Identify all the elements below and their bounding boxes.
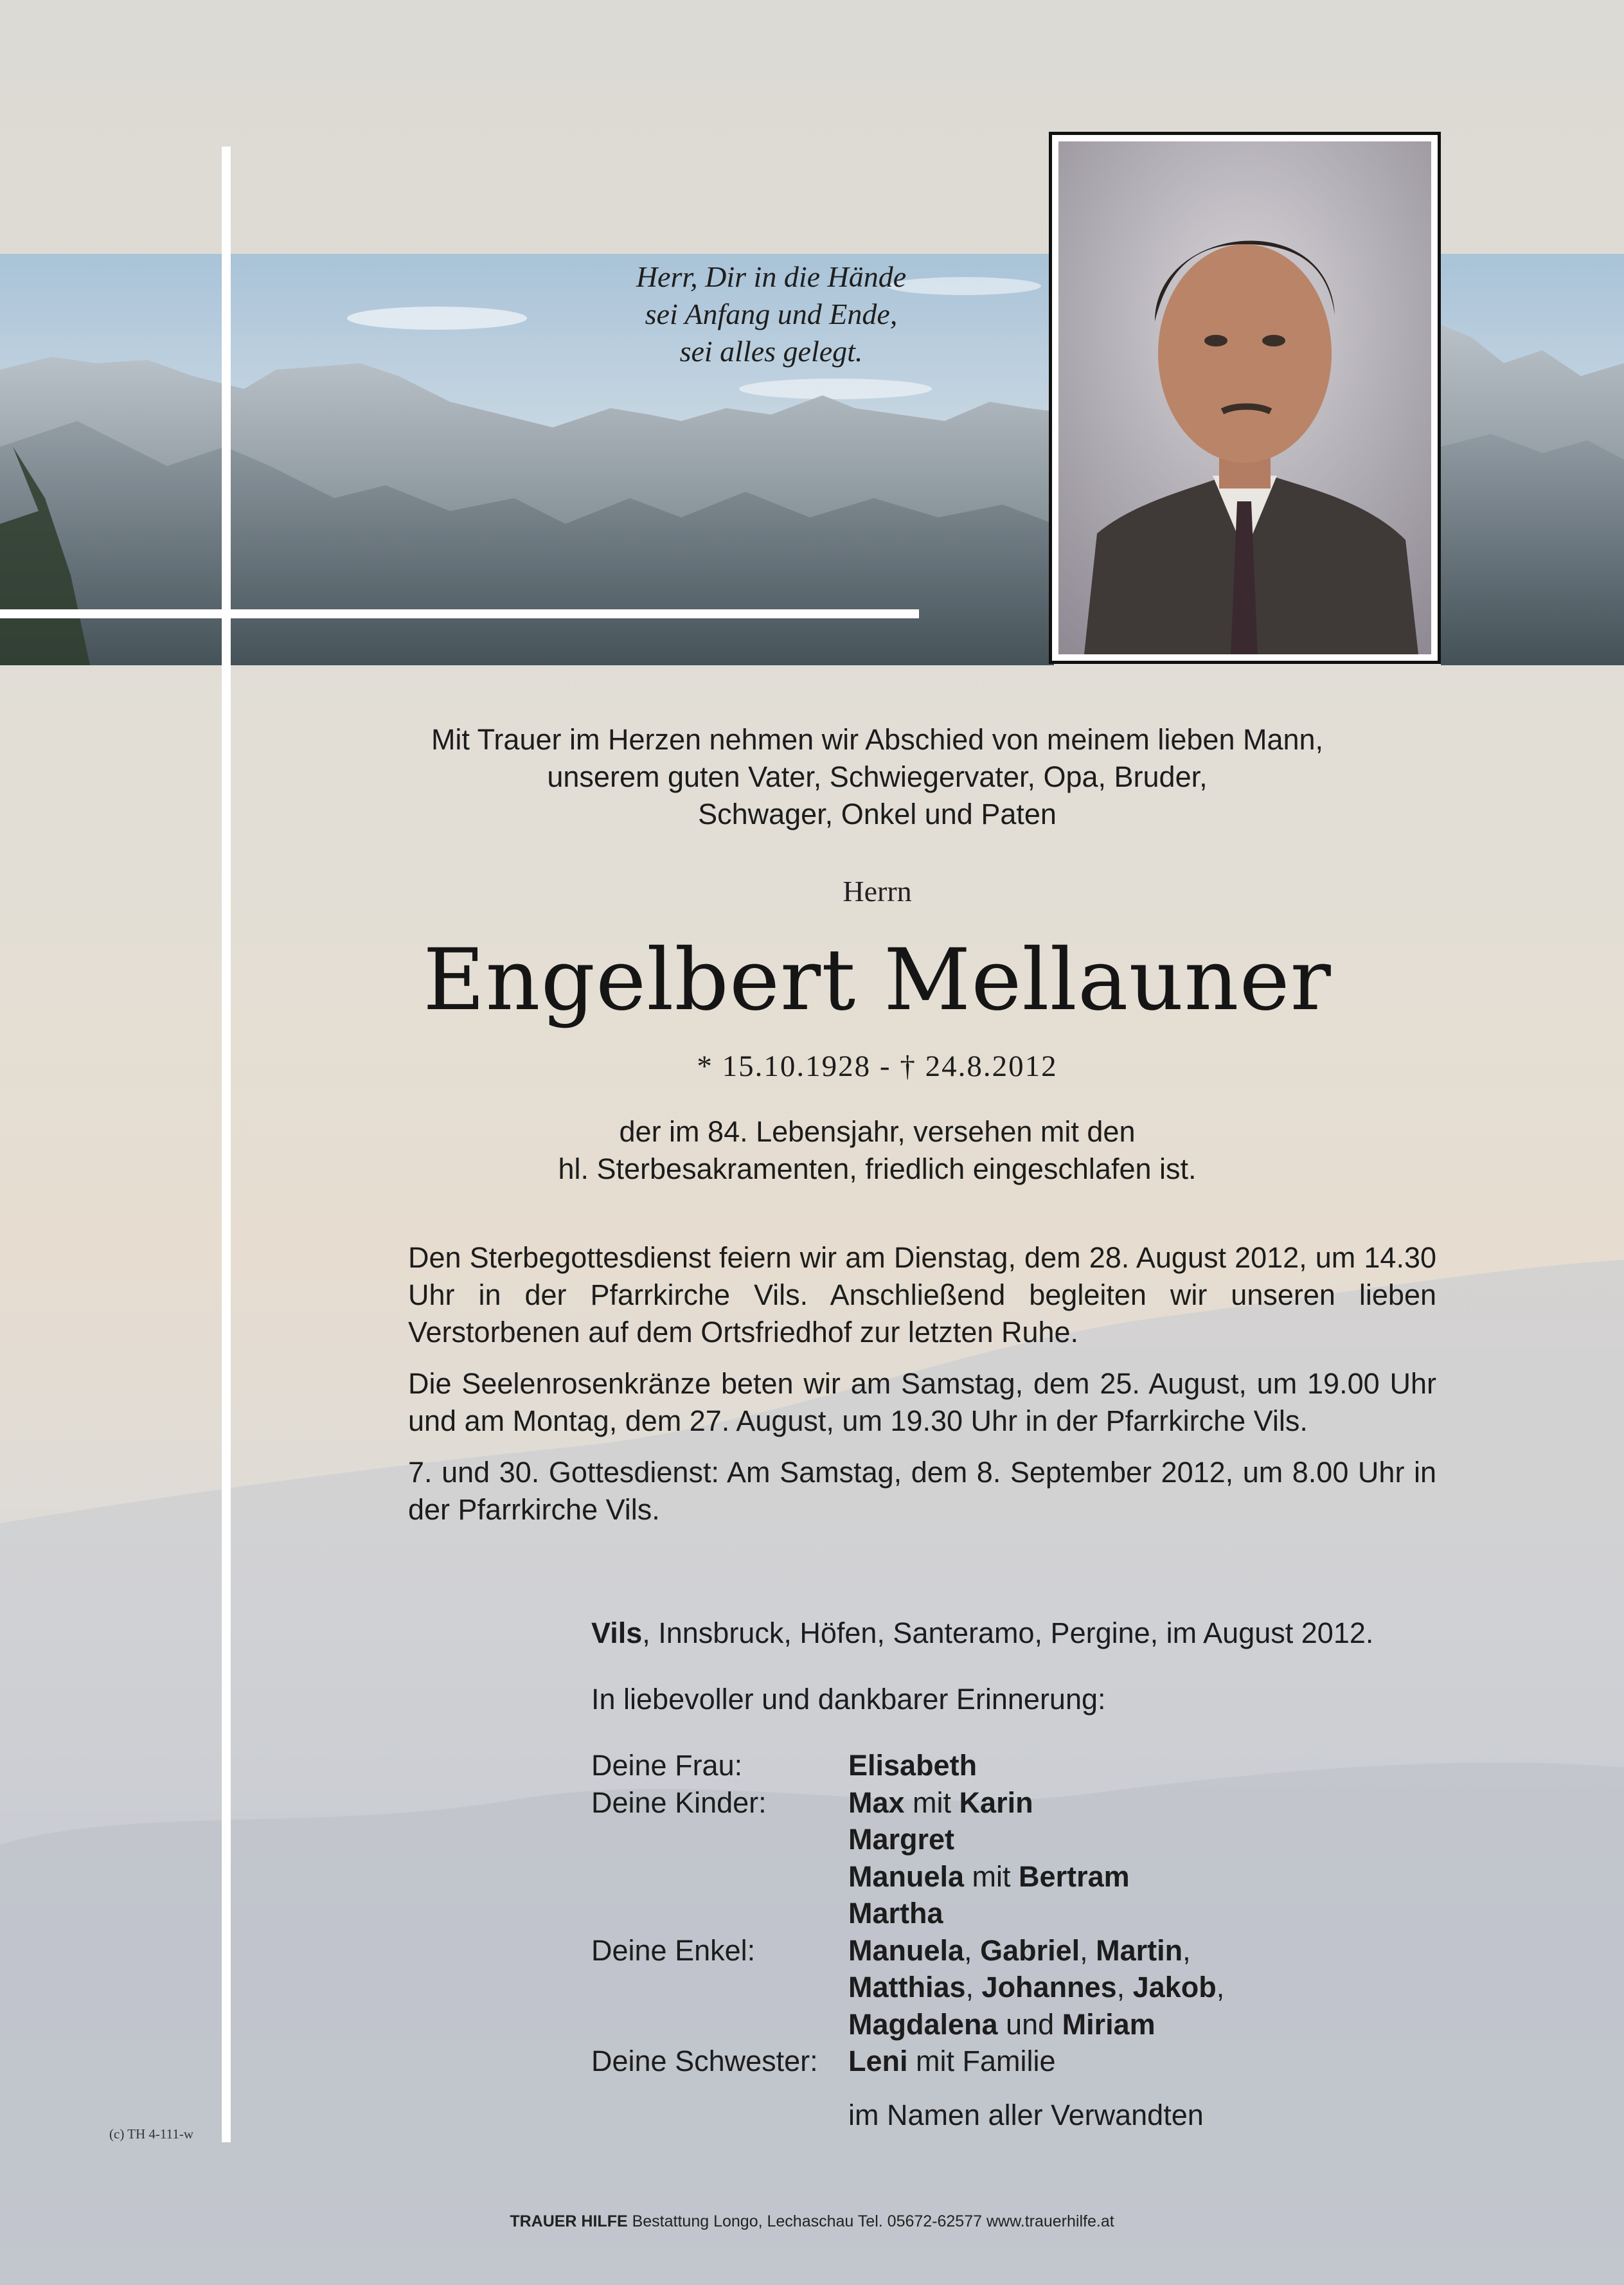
wife-name: Elisabeth	[848, 1749, 977, 1782]
with-text: mit	[904, 1786, 959, 1819]
family-row-grandchildren: Deine Enkel: Manuela, Gabriel, Martin,	[591, 1932, 1224, 1969]
verse	[553, 258, 990, 370]
grandchild-name: Gabriel	[980, 1933, 1080, 1967]
grandchildren-label: Deine Enkel:	[591, 1933, 756, 1967]
salutation: Herrn	[843, 875, 912, 908]
place-date-line	[591, 1617, 1373, 1650]
verse-line-1: Herr, Dir in die Hände	[636, 260, 907, 293]
partner-name: Bertram	[1019, 1859, 1130, 1893]
children-label: Deine Kinder:	[591, 1786, 767, 1819]
child-name: Margret	[848, 1823, 955, 1856]
deceased-name: Engelbert Mellauner	[423, 931, 1332, 1030]
portrait-image	[1058, 141, 1431, 654]
child-name: Max	[848, 1786, 905, 1819]
family-list	[591, 1747, 1224, 2080]
grandchild-name: Martin	[1096, 1933, 1183, 1967]
intro-text	[386, 721, 1369, 833]
family-row-grandchildren: Matthias, Johannes, Jakob,	[848, 1971, 1225, 2003]
sister-name: Leni	[848, 2045, 908, 2077]
family-row-grandchildren: Magdalena und Miriam	[848, 2007, 1156, 2041]
child-name: Martha	[848, 1897, 943, 1930]
family-row-child	[591, 1821, 1224, 1858]
family-row-wife	[591, 1747, 1224, 1784]
portrait-photo	[1049, 132, 1441, 664]
grandchild-name: Jakob	[1132, 1971, 1217, 2003]
life-dates: * 15.10.1928 - † 24.8.2012	[697, 1050, 1058, 1083]
rosary-paragraph: Die Seelenrosenkränze beten wir am Samstag, dem 25. August, um 19.00 Uhr und am Montag, dem 27. August, um 19.30 Uhr in der Pfarrkirche Vils.	[408, 1367, 1436, 1437]
passing-line-2: hl. Sterbesakramenten, friedlich eingeschlafen ist.	[558, 1152, 1197, 1185]
relatives-line: im Namen aller Verwandten	[848, 2099, 1204, 2131]
memory-line: In liebevoller und dankbarer Erinnerung:	[591, 1683, 1106, 1716]
passing-text	[386, 1113, 1369, 1188]
cross-horizontal-beam	[0, 609, 919, 618]
verse-line-2: sei Anfang und Ende,	[645, 298, 898, 330]
intro-line-3: Schwager, Onkel und Paten	[698, 798, 1057, 830]
sister-label: Deine Schwester:	[591, 2045, 818, 2077]
passing-line-1: der im 84. Lebensjahr, versehen mit den	[619, 1115, 1136, 1148]
place-town: Vils	[591, 1617, 643, 1649]
intro-line-2: unserem guten Vater, Schwiegervater, Opa, Bruder,	[547, 760, 1208, 793]
grandchild-name: Johannes	[981, 1971, 1117, 2003]
family-row-children	[591, 1784, 1224, 1822]
partner-name: Karin	[959, 1786, 1033, 1819]
child-name: Manuela	[848, 1859, 965, 1893]
copyright-code: (c) TH 4-111-w	[109, 2126, 194, 2142]
intro-line-1: Mit Trauer im Herzen nehmen wir Abschied von meinem lieben Mann,	[431, 723, 1324, 756]
grandchild-name: Matthias	[848, 1971, 966, 2003]
grandchild-name: Miriam	[1062, 2007, 1156, 2041]
wife-label: Deine Frau:	[591, 1749, 743, 1782]
footer-brand: TRAUER HILFE	[510, 2212, 628, 2230]
service-info	[408, 1239, 1436, 1543]
cross-vertical-beam	[222, 147, 231, 2142]
footer-text: Bestattung Longo, Lechaschau Tel. 05672-62577 www.trauerhilfe.at	[627, 2212, 1114, 2230]
footer	[0, 2212, 1624, 2231]
family-row-child	[591, 1858, 1224, 1895]
memorial-mass-paragraph: 7. und 30. Gottesdienst: Am Samstag, dem 8. September 2012, um 8.00 Uhr in der Pfarrkirche Vils.	[408, 1456, 1436, 1526]
grandchild-name: Manuela	[848, 1933, 965, 1967]
verse-line-3: sei alles gelegt.	[679, 335, 863, 368]
place-rest: , Innsbruck, Höfen, Santeramo, Pergine, im August 2012.	[642, 1617, 1374, 1649]
family-row-sister: Deine Schwester: Leni mit Familie	[591, 2043, 1224, 2080]
with-text: mit	[964, 1859, 1019, 1893]
grandchild-name: Magdalena	[848, 2007, 998, 2041]
family-row-child	[591, 1895, 1224, 1932]
funeral-service-paragraph: Den Sterbegottesdienst feiern wir am Dienstag, dem 28. August 2012, um 14.30 Uhr in der Pfarrkirche Vils. Anschließend begleiten wir unseren lieben Verstorbenen auf dem Ortsfriedhof zur letzten Ruhe.	[408, 1241, 1436, 1349]
